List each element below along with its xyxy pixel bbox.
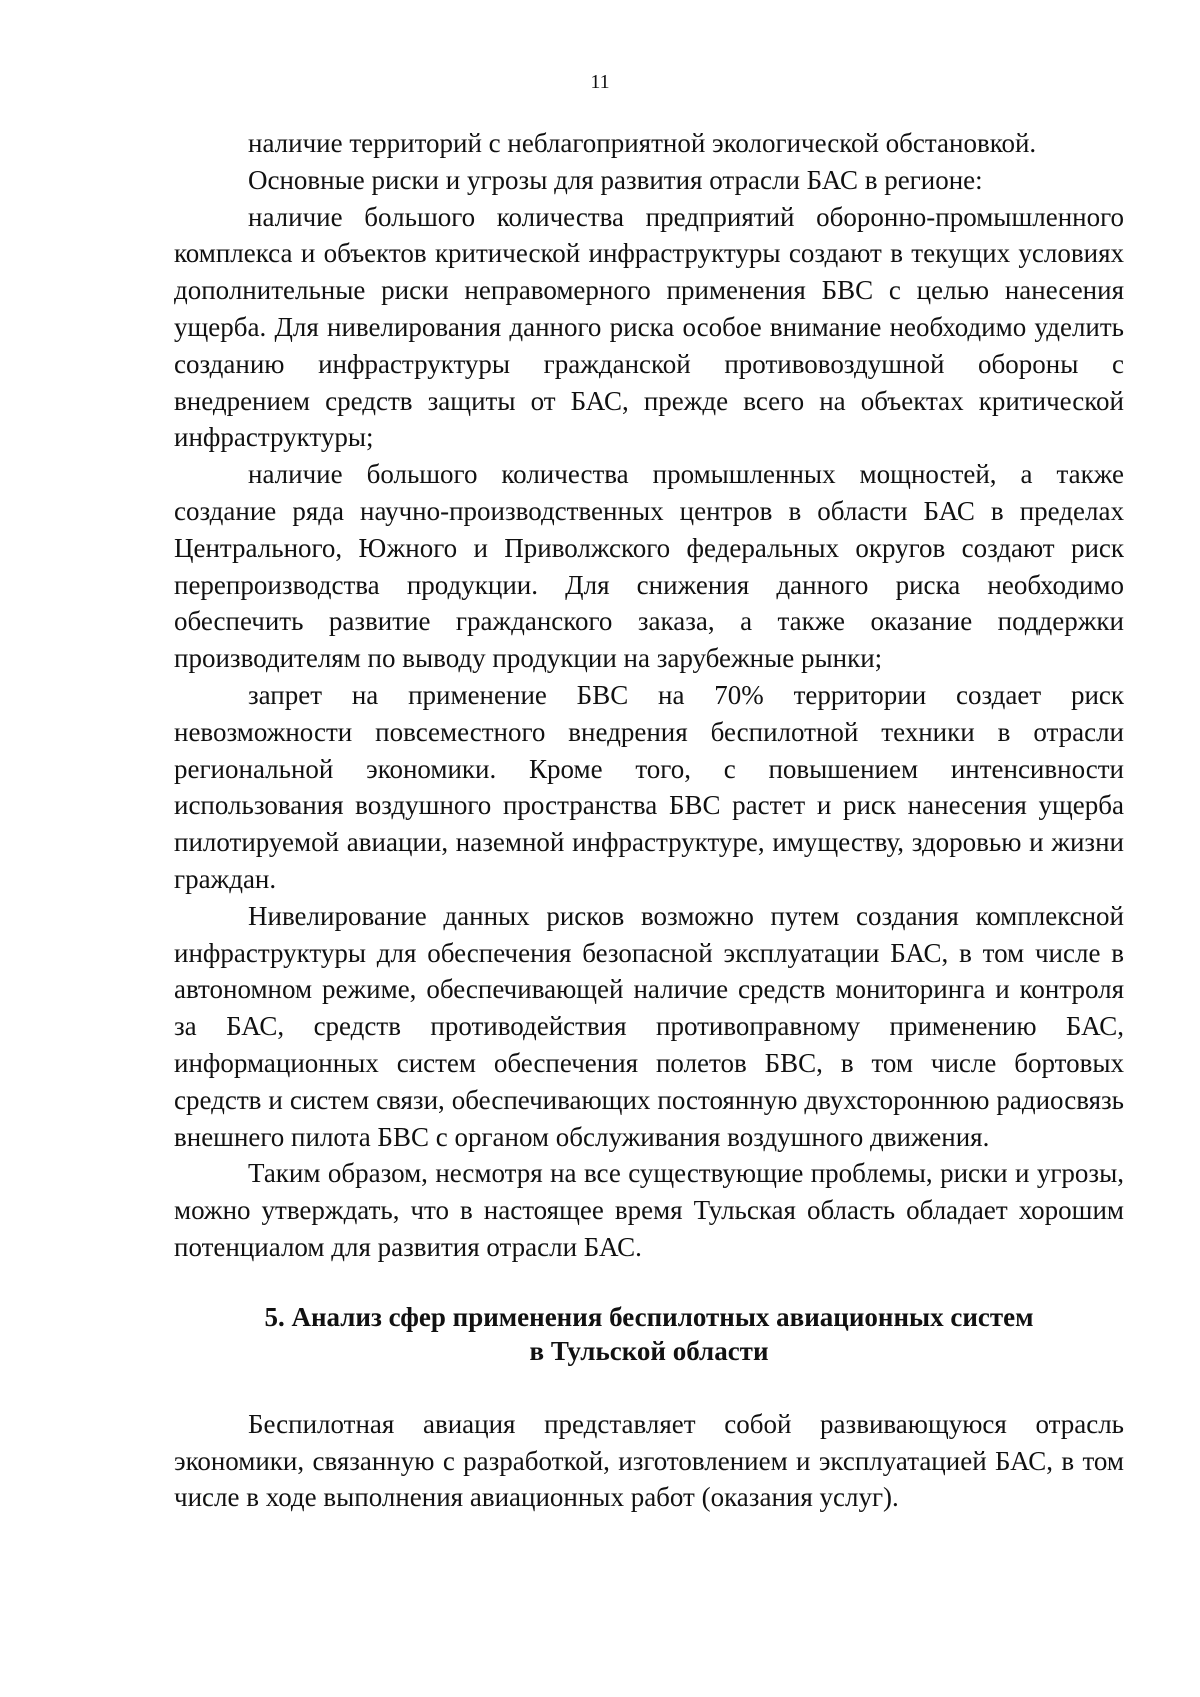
paragraph-risk-defense: наличие большого количества предприятий оборонно-промышленного комплекса и объектов критической инфраструктуры создают в текущих условиях дополнительные риски неправомерного применения БВС с целью нанесения ущерба. Для нивелирования данного риска особое внимание необходимо уделить созданию инфраструктуры гражданской противовоздушной обороны с внедрением средств защиты от БАС, прежде всего на объектах критической инфраструктуры; — [174, 201, 1124, 453]
paragraph-risk-overproduction: наличие большого количества промышленных мощностей, а также создание ряда научно-производственных центров в области БАС в пределах Центрального, Южного и Приволжского федеральных округов создают риск перепроизводства продукции. Для снижения данного риска необходимо обеспечить развитие гражданского заказа, а также оказание поддержки производителям по выводу продукции на зарубежные рынки; — [174, 459, 1124, 674]
paragraph-unmanned-aviation: Беспилотная авиация представляет собой развивающуюся отрасль экономики, связанную с разработкой, изготовлением и эксплуатацией БАС, в том числе в ходе выполнения авиационных работ (оказания услуг). — [174, 1408, 1124, 1513]
page-number: 11 — [590, 71, 610, 93]
section-heading-line-2: в Тульской области — [529, 1335, 769, 1366]
paragraph-risk-ban: запрет на применение БВС на 70% территории создает риск невозможности повсеместного внедрения беспилотной техники в отрасли региональной экономики. Кроме того, с повышением интенсивности использования воздушного пространства БВС растет и риск нанесения ущерба пилотируемой авиации, наземной инфраструктуре, имуществу, здоровью и жизни граждан. — [174, 679, 1124, 894]
paragraph-conclusion: Таким образом, несмотря на все существующие проблемы, риски и угрозы, можно утверждать, что в настоящее время Тульская область обладает хорошим потенциалом для развития отрасли БАС. — [174, 1158, 1124, 1262]
paragraph-mitigation: Нивелирование данных рисков возможно путем создания комплексной инфраструктуры для обеспечения безопасной эксплуатации БАС, в том числе в автономном режиме, обеспечивающей наличие средств мониторинга и контроля за БАС, средств противодействия противоправному применению БАС, информационных систем обеспечения полетов БВС, в том числе бортовых средств и систем связи, обеспечивающих постоянную двухстороннюю радиосвязь внешнего пилота БВС с органом обслуживания воздушного движения. — [174, 900, 1124, 1152]
document-body — [174, 125, 1124, 1516]
paragraph-risks-intro: Основные риски и угрозы для развития отрасли БАС в регионе: — [248, 164, 983, 195]
section-heading — [174, 1300, 1124, 1368]
section-heading-line-1: 5. Анализ сфер применения беспилотных авиационных систем — [264, 1301, 1034, 1332]
paragraph-ecology: наличие территорий с неблагоприятной экологической обстановкой. — [248, 128, 1037, 158]
